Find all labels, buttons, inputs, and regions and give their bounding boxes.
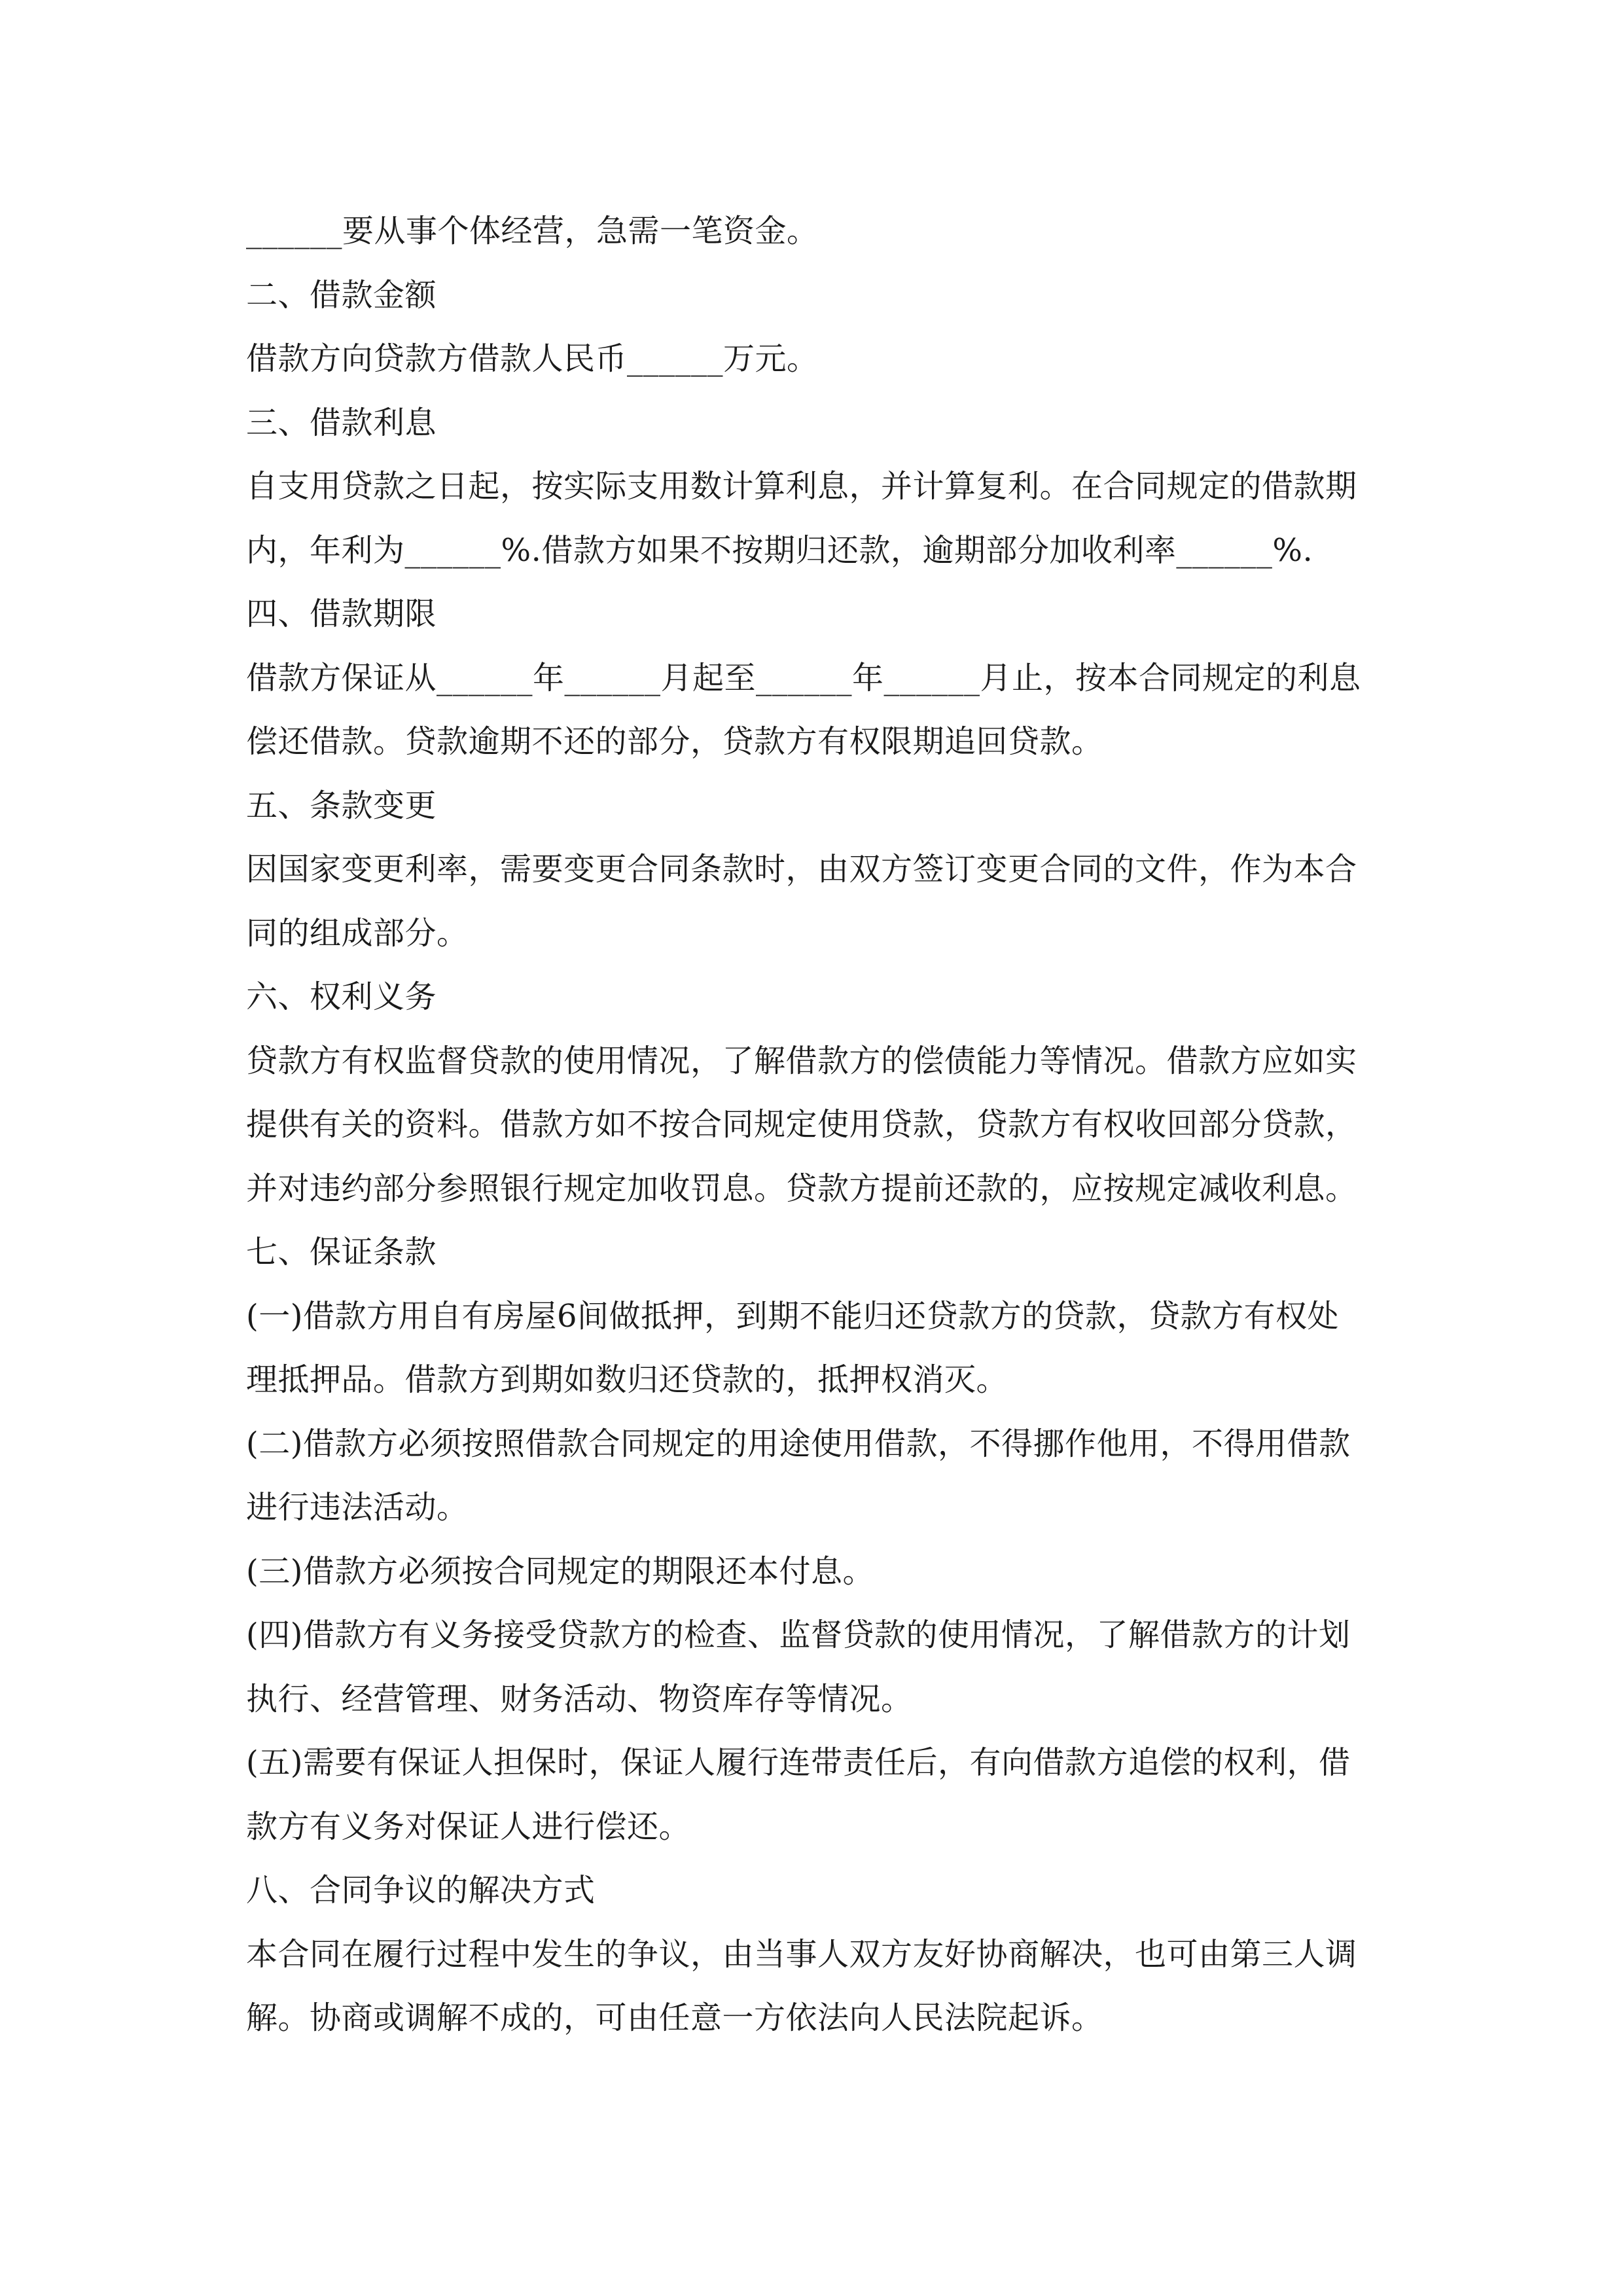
section-heading: 八、合同争议的解决方式	[246, 1872, 596, 1909]
section-heading: 五、条款变更	[246, 787, 437, 824]
text-line: 并对违约部分参照银行规定加收罚息。贷款方提前还款的，应按规定减收利息。	[246, 1170, 1357, 1207]
section-heading: 七、保证条款	[246, 1234, 437, 1270]
text-line: 本合同在履行过程中发生的争议，由当事人双方友好协商解决，也可由第三人调	[246, 1935, 1357, 1973]
text-line: 借款方向贷款方借款人民币______万元。	[246, 340, 819, 377]
text-line: (三)借款方必须按合同规定的期限还本付息。	[246, 1552, 874, 1590]
text-line: 借款方保证从______年______月起至______年______月止，按本合同规定的利息	[246, 659, 1361, 696]
section-heading: 六、权利义务	[246, 978, 437, 1015]
text-line: 提供有关的资料。借款方如不按合同规定使用贷款，贷款方有权收回部分贷款，	[246, 1106, 1357, 1143]
section-heading: 三、借款利息	[246, 404, 437, 441]
text-line: 贷款方有权监督贷款的使用情况，了解借款方的偿债能力等情况。借款方应如实	[246, 1042, 1357, 1079]
section-heading: 二、借款金额	[246, 276, 437, 314]
text-line: 解。协商或调解不成的，可由任意一方依法向人民法院起诉。	[246, 2000, 1103, 2036]
text-line: (二)借款方必须按照借款合同规定的用途使用借款，不得挪作他用，不得用借款	[246, 1425, 1351, 1462]
text-line: (一)借款方用自有房屋6间做抵押，到期不能归还贷款方的贷款，贷款方有权处	[246, 1297, 1339, 1335]
text-line: (四)借款方有义务接受贷款方的检查、监督贷款的使用情况，了解借款方的计划	[246, 1617, 1351, 1653]
text-line: 因国家变更利率，需要变更合同条款时，由双方签订变更合同的文件，作为本合	[246, 851, 1357, 888]
text-line: 款方有义务对保证人进行偿还。	[246, 1808, 691, 1845]
text-line: 同的组成部分。	[246, 914, 469, 952]
text-line: 内，年利为______%.借款方如果不按期归还款，逾期部分加收利率______%.	[246, 531, 1313, 569]
text-line: 进行违法活动。	[246, 1489, 469, 1526]
text-line: 自支用贷款之日起，按实际支用数计算利息，并计算复利。在合同规定的借款期	[246, 468, 1357, 505]
text-line: 执行、经营管理、财务活动、物资库存等情况。	[246, 1680, 913, 1717]
section-heading: 四、借款期限	[246, 596, 437, 632]
text-line: 偿还借款。贷款逾期不还的部分，贷款方有权限期追回贷款。	[246, 723, 1103, 760]
document-body	[246, 200, 1398, 2051]
text-line: (五)需要有保证人担保时，保证人履行连带责任后，有向借款方追偿的权利，借	[246, 1744, 1351, 1781]
text-line: 理抵押品。借款方到期如数归还贷款的，抵押权消灭。	[246, 1361, 1008, 1398]
text-line: ______要从事个体经营，急需一笔资金。	[246, 213, 819, 249]
